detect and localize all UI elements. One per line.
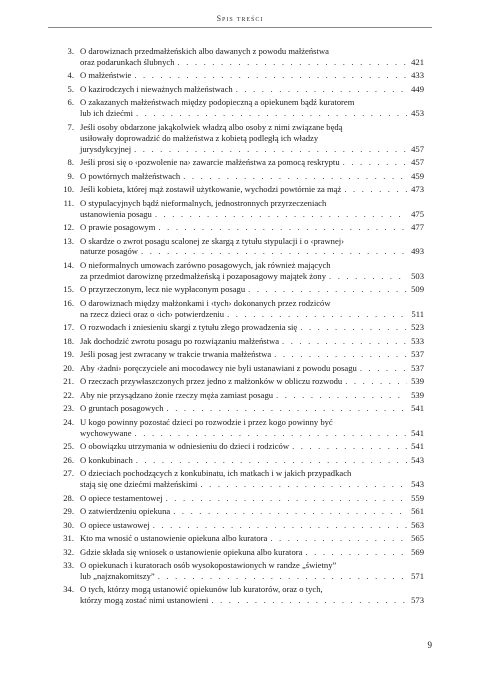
toc-entry-page: 543 — [411, 454, 424, 465]
toc-entry-title-line: na rzecz dzieci oraz o ‹ich› potwierdzeniu — [80, 308, 225, 319]
toc-entry-title-line: O nieformalnych umowach zarówno posagowych, jak również mających — [80, 259, 331, 270]
toc-entry-number: 15. — [63, 284, 74, 295]
toc-entry — [58, 455, 424, 466]
toc-entry — [58, 284, 424, 295]
toc-entry-number: 4. — [67, 70, 74, 81]
toc-entry-title-line: O małżeństwie — [80, 70, 132, 81]
toc-entry-page: 449 — [411, 83, 424, 94]
dot-leader — [345, 376, 407, 387]
toc-entry-number: 6. — [67, 97, 74, 108]
toc-entry-title-line: O skardze o zwrot posagu scalonej ze skargą z tytułu stypulacji i o ‹prawnej› — [80, 235, 345, 246]
toc-entry — [58, 493, 424, 504]
toc-entry — [58, 506, 424, 517]
dot-leader — [292, 441, 407, 452]
toc-entry-number: 25. — [63, 441, 74, 452]
toc-entry-page: 541 — [411, 441, 424, 452]
toc-entry-page: 571 — [411, 570, 424, 581]
toc-entry-title-line: wychowywane — [80, 427, 132, 438]
toc-entry-title-line: O darowiznach między małżonkami i ‹tych› dokonanych przez rodziców — [80, 297, 331, 308]
toc-entry-title-line: U kogo powinny pozostać dzieci po rozwodzie i przez kogo powinny być — [80, 416, 333, 427]
toc-entry-title-line: lub „najznakomitszy” — [80, 570, 155, 581]
toc-entry-title-line: Aby ‹żadni› poręczyciele ani mocodawcy nie byli ustanawiani z powodu posagu — [80, 362, 357, 373]
dot-leader — [343, 157, 407, 168]
toc-entry — [58, 533, 424, 544]
toc-entry — [58, 468, 424, 490]
dot-leader — [178, 57, 408, 68]
toc-entry-number: 8. — [67, 157, 74, 168]
toc-entry-page: 561 — [411, 506, 424, 517]
toc-entry-number: 21. — [63, 376, 74, 387]
toc-entry-title-line: O opiece testamentowej — [80, 492, 163, 503]
toc-entry — [58, 390, 424, 401]
toc-entry-number: 27. — [63, 468, 74, 479]
toc-entry — [58, 157, 424, 168]
toc-entry — [58, 584, 424, 606]
toc-entry-number: 20. — [63, 362, 74, 373]
header-rule — [48, 27, 432, 28]
toc-entry — [58, 322, 424, 333]
toc-entry-page: 543 — [411, 479, 424, 490]
toc-entry-page: 457 — [411, 143, 424, 154]
toc-entry-title-line: naturze posagów — [80, 246, 138, 257]
toc-entry-page: 493 — [411, 246, 424, 257]
toc-entry-number: 29. — [63, 506, 74, 517]
toc-entry-title-line: O przyrzeczonym, lecz nie wypłaconym posagu — [80, 284, 246, 295]
toc-entry — [58, 560, 424, 582]
toc-entry-number: 26. — [63, 454, 74, 465]
dot-leader — [270, 533, 407, 544]
toc-entry-title-line: O obowiązku utrzymania w odniesieniu do dzieci i rodziców — [80, 441, 290, 452]
toc-entry-title-line: O gruntach posagowych — [80, 403, 164, 414]
dot-leader — [134, 70, 407, 81]
toc-entry — [58, 236, 424, 258]
toc-entry-title-line: oraz podarunkach ślubnych — [80, 56, 175, 67]
toc-entry-number: 7. — [67, 121, 74, 132]
toc-entry-page: 537 — [411, 362, 424, 373]
toc-entry-title-line: O stypulacyjnych bądź nieformalnych, jednostronnych przyrzeczeniach — [80, 197, 327, 208]
toc-entry — [58, 198, 424, 220]
dot-leader — [360, 363, 407, 374]
toc-entry-page: 477 — [411, 222, 424, 233]
toc-entry-number: 19. — [63, 349, 74, 360]
toc-entry-number: 23. — [63, 403, 74, 414]
toc-entry-number: 11. — [63, 197, 74, 208]
toc-entry-number: 24. — [63, 416, 74, 427]
toc-entry-number: 17. — [63, 322, 74, 333]
toc-entry-title-line: Jeśli kobieta, której mąż zostawił użytkowanie, wychodzi powtórnie za mąż — [80, 184, 342, 195]
toc-entry-title-line: Jak dochodzić zwrotu posagu po rozwiązaniu małżeństwa — [80, 335, 280, 346]
toc-entry-title-line: lub ich dziećmi — [80, 108, 133, 119]
toc-entry-page: 511 — [411, 308, 424, 319]
dot-leader — [276, 390, 407, 401]
toc-entry-number: 31. — [63, 533, 74, 544]
toc-entry — [58, 520, 424, 531]
toc-entry-title-line: O prawie posagowym — [80, 222, 156, 233]
toc-entry-number: 9. — [67, 170, 74, 181]
toc-entry-title-line: Kto ma wnosić o ustanowienie opiekuna albo kuratora — [80, 533, 268, 544]
toc-entry-page: 453 — [411, 108, 424, 119]
dot-leader — [167, 403, 407, 414]
toc-entry — [58, 363, 424, 374]
toc-entry-number: 3. — [67, 46, 74, 56]
dot-leader — [136, 108, 407, 119]
toc-entry-title-line: stają się one dziećmi małżeńskimi — [80, 479, 198, 490]
toc-entry — [58, 84, 424, 95]
dot-leader — [344, 184, 407, 195]
toc-entry-number: 34. — [63, 584, 74, 595]
dot-leader — [153, 520, 407, 531]
toc-entry-title-line: Aby nie przysądzano żonie rzeczy męża zamiast posagu — [80, 389, 274, 400]
toc-entry — [58, 336, 424, 347]
toc-entry-page: 533 — [411, 335, 424, 346]
toc-entry-title-line: O rzeczach przywłaszczonych przez jedno z małżonków w obliczu rozwodu — [80, 376, 343, 387]
dot-leader — [274, 349, 407, 360]
toc-entry-title-line: O darowiznach przedmałżeńskich albo dawanych z powodu małżeństwa — [80, 46, 329, 56]
table-of-contents — [58, 46, 424, 609]
toc-entry-title-line: O dzieciach pochodzących z konkubinatu, ich matkach i w jakich przypadkach — [80, 468, 352, 479]
toc-entry-number: 12. — [63, 222, 74, 233]
toc-entry-page: 541 — [411, 427, 424, 438]
toc-entry-title-line: O kazirodczych i nieważnych małżeństwach — [80, 83, 233, 94]
toc-entry-page: 421 — [411, 56, 424, 67]
toc-entry-page: 565 — [411, 533, 424, 544]
dot-leader — [135, 428, 407, 439]
toc-entry-title-line: Jeśli prosi się o ‹pozwolenie na› zawarcie małżeństwa za pomocą reskryptu — [80, 157, 340, 168]
toc-entry-title-line: O powtórnych małżeństwach — [80, 170, 181, 181]
dot-leader — [227, 309, 407, 320]
toc-entry — [58, 298, 424, 320]
dot-leader — [141, 246, 407, 257]
toc-entry-title-line: Jeśli osoby obdarzone jakąkolwiek władzą albo osoby z nimi związane będą — [80, 121, 343, 132]
dot-leader — [158, 222, 407, 233]
toc-entry — [58, 171, 424, 182]
toc-entry-title-line: usiłowały doprowadzić do małżeństwa z kobietą podległą ich władzy — [80, 132, 319, 143]
toc-entry-title-line: O zatwierdzeniu opiekuna — [80, 506, 171, 517]
toc-entry — [58, 260, 424, 282]
toc-entry-number: 18. — [63, 335, 74, 346]
toc-entry — [58, 222, 424, 233]
dot-leader — [183, 171, 407, 182]
toc-entry-page: 503 — [411, 270, 424, 281]
toc-entry-number: 32. — [63, 546, 74, 557]
toc-entry — [58, 70, 424, 81]
dot-leader — [211, 595, 407, 606]
toc-entry — [58, 376, 424, 387]
toc-entry-title-line: O opiece ustawowej — [80, 519, 150, 530]
toc-entry-title-line: jurysdykcyjnej — [80, 143, 132, 154]
toc-entry-page: 539 — [411, 376, 424, 387]
dot-leader — [155, 209, 407, 220]
toc-entry-title-line: O zakazanych małżeństwach między podopieczną a opiekunem bądź kuratorem — [80, 97, 355, 108]
dot-leader — [158, 571, 407, 582]
toc-entry — [58, 46, 424, 68]
toc-entry-number: 10. — [63, 184, 74, 195]
toc-entry-title-line: ustanowienia posagu — [80, 208, 152, 219]
toc-entry-page: 457 — [411, 157, 424, 168]
page-number: 9 — [427, 640, 432, 650]
toc-entry-page: 433 — [411, 70, 424, 81]
toc-entry — [58, 122, 424, 155]
running-header: Spis treści — [216, 14, 264, 23]
toc-entry-title-line: którzy mogą zostać nimi ustanowieni — [80, 595, 209, 606]
toc-entry — [58, 97, 424, 119]
toc-entry-title-line: O opiekunach i kuratorach osób wysokopostawionych w randze „świetny” — [80, 560, 337, 571]
toc-entry-page: 541 — [411, 403, 424, 414]
toc-entry-page: 573 — [411, 595, 424, 606]
dot-leader — [200, 479, 407, 490]
dot-leader — [248, 284, 407, 295]
dot-leader — [305, 547, 407, 558]
toc-entry — [58, 403, 424, 414]
dot-leader — [282, 336, 407, 347]
toc-entry-number: 5. — [67, 83, 74, 94]
toc-entry-number: 22. — [63, 389, 74, 400]
toc-entry-title-line: O rozwodach i zniesieniu skargi z tytułu złego prowadzenia się — [80, 322, 298, 333]
dot-leader — [166, 493, 407, 504]
toc-entry — [58, 349, 424, 360]
toc-entry-page: 523 — [411, 322, 424, 333]
toc-entry-page: 563 — [411, 519, 424, 530]
toc-entry-number: 28. — [63, 492, 74, 503]
toc-entry-page: 459 — [411, 170, 424, 181]
toc-entry-page: 475 — [411, 208, 424, 219]
dot-leader — [329, 271, 407, 282]
dot-leader — [134, 144, 407, 155]
toc-entry-page: 537 — [411, 349, 424, 360]
toc-entry-number: 16. — [63, 297, 74, 308]
toc-entry — [58, 547, 424, 558]
dot-leader — [300, 322, 407, 333]
toc-entry-title-line: za przedmiot darowiznę przedmałżeńską i pozaposagowy majątek żony — [80, 270, 327, 281]
dot-leader — [236, 84, 407, 95]
toc-entry-page: 473 — [411, 184, 424, 195]
toc-entry-page: 569 — [411, 546, 424, 557]
toc-entry-title-line: O tych, którzy mogą ustanowić opiekunów lub kuratorów, oraz o tych, — [80, 584, 323, 595]
toc-entry-number: 30. — [63, 519, 74, 530]
toc-entry-title-line: Jeśli posag jest zwracany w trakcie trwania małżeństwa — [80, 349, 272, 360]
toc-entry — [58, 417, 424, 439]
toc-entry-page: 559 — [411, 492, 424, 503]
toc-entry — [58, 184, 424, 195]
toc-entry-number: 14. — [63, 259, 74, 270]
toc-entry-number: 13. — [63, 235, 74, 246]
dot-leader — [136, 455, 407, 466]
toc-entry — [58, 441, 424, 452]
toc-entry-page: 539 — [411, 389, 424, 400]
toc-entry-page: 509 — [411, 284, 424, 295]
toc-entry-title-line: O konkubinach — [80, 454, 133, 465]
toc-entry-title-line: Gdzie składa się wniosek o ustanowienie opiekuna albo kuratora — [80, 546, 303, 557]
dot-leader — [173, 506, 407, 517]
toc-entry-number: 33. — [63, 560, 74, 571]
